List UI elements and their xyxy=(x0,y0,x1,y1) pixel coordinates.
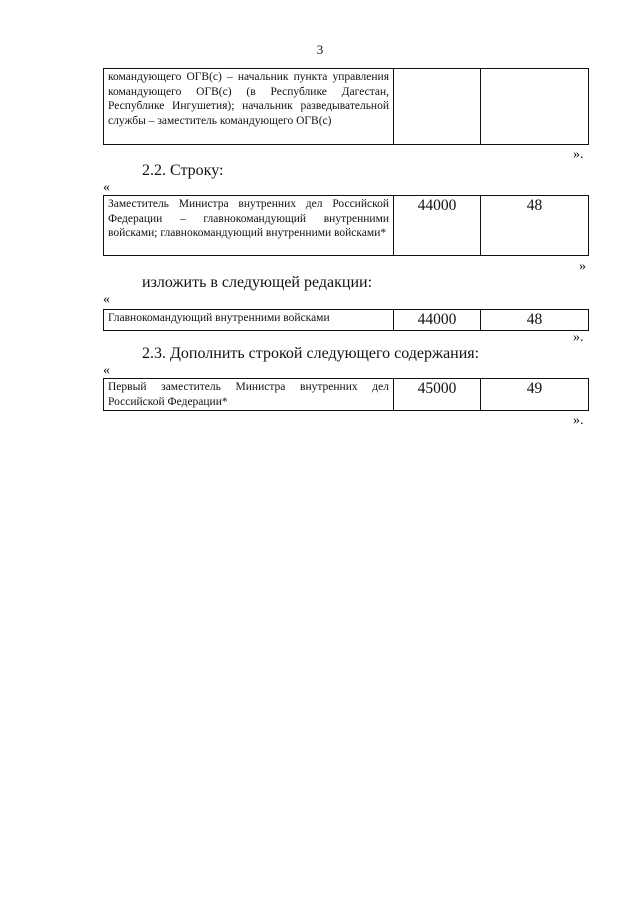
replace-heading: изложить в следующей редакции: xyxy=(142,274,373,291)
opening-quote: « xyxy=(103,292,110,307)
table-row xyxy=(104,379,589,411)
grade-cell: 49 xyxy=(481,379,589,411)
table-new-row xyxy=(103,309,589,331)
page-number: 3 xyxy=(316,42,324,57)
closing-quote: » xyxy=(579,259,586,274)
closing-quote: ». xyxy=(573,330,584,345)
table-continuation xyxy=(103,68,589,145)
table-row xyxy=(104,69,589,145)
salary-cell xyxy=(394,69,481,145)
section-heading-2-3: 2.3. Дополнить строкой следующего содержания: xyxy=(142,345,480,362)
grade-cell xyxy=(481,69,589,145)
position-description: Первый заместитель Министра внутренних дел Российской Федерации* xyxy=(104,379,394,411)
position-description: Заместитель Министра внутренних дел Российской Федерации – главнокомандующий внутренними войсками; главнокомандующий внутренними войсками* xyxy=(104,196,394,256)
position-description: командующего ОГВ(с) – начальник пункта управления командующего ОГВ(с) (в Республике Дагестан, Республике Ингушетия); начальник разведывательной службы – заместитель командующего ОГВ(с) xyxy=(104,69,394,145)
table-row xyxy=(104,196,589,256)
section-heading-2-2: 2.2. Строку: xyxy=(142,162,224,179)
position-description: Главнокомандующий внутренними войсками xyxy=(104,310,394,331)
closing-quote: ». xyxy=(573,413,584,428)
table-added-row xyxy=(103,378,589,411)
grade-cell: 48 xyxy=(481,196,589,256)
grade-cell: 48 xyxy=(481,310,589,331)
salary-cell: 44000 xyxy=(394,310,481,331)
opening-quote: « xyxy=(103,363,110,378)
table-row xyxy=(104,310,589,331)
opening-quote: « xyxy=(103,180,110,195)
salary-cell: 45000 xyxy=(394,379,481,411)
closing-quote: ». xyxy=(573,147,584,162)
salary-cell: 44000 xyxy=(394,196,481,256)
table-old-row xyxy=(103,195,589,256)
